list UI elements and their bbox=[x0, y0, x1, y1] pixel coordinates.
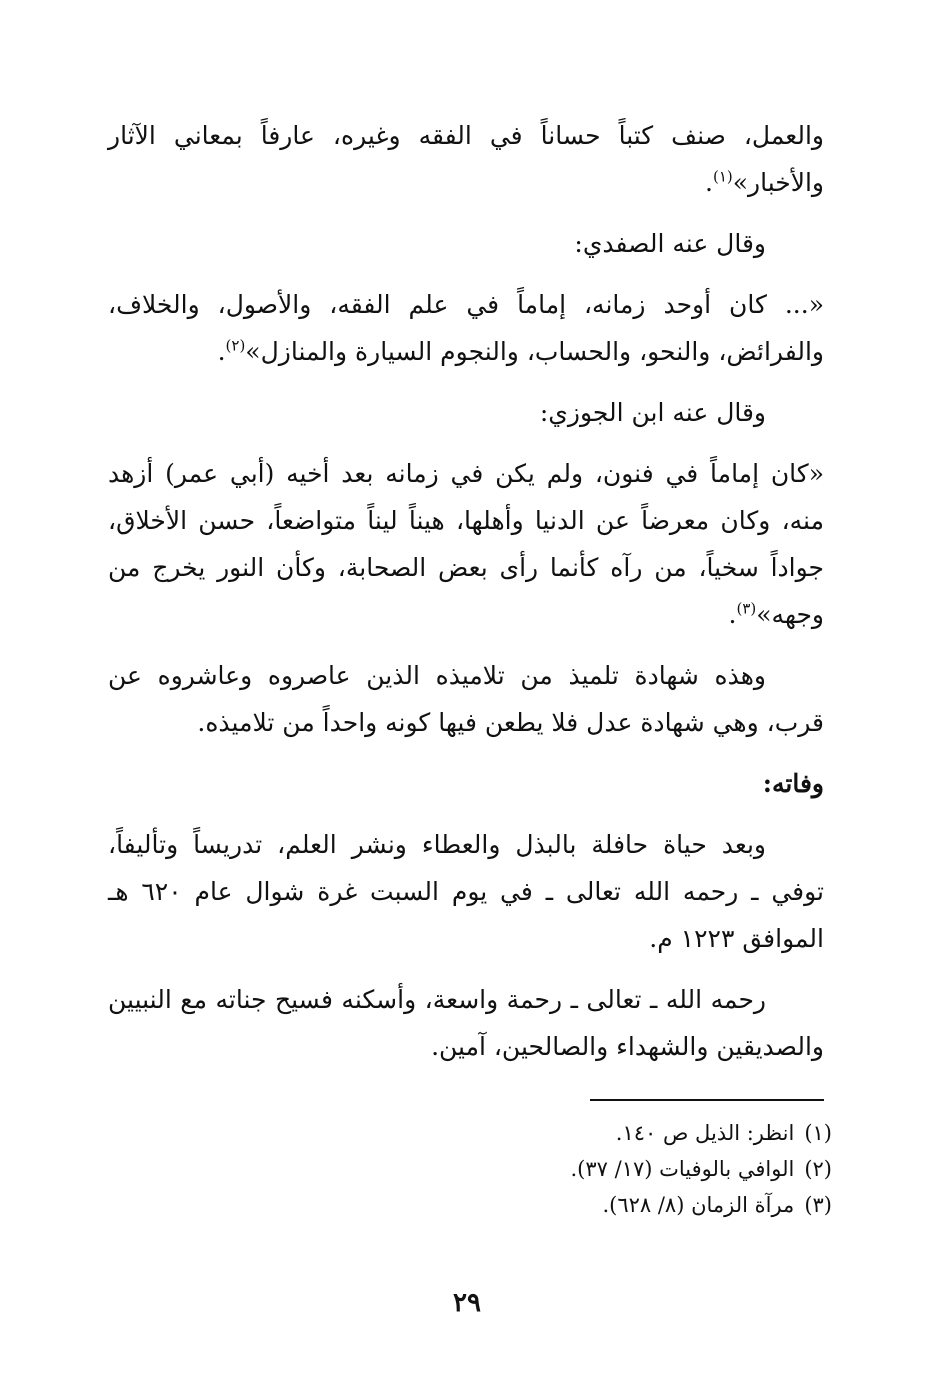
paragraph-prayer: رحمه الله ـ تعالى ـ رحمة واسعة، وأسكنه فسيح جناته مع النبيين والصديقين والشهداء والصالحين، آمين. bbox=[108, 985, 824, 1061]
quote-text: «... كان أوحد زمانه، إماماً في علم الفقه، والأصول، والخلاف، والفرائض، والنحو، والحساب، والنجوم السيارة والمنازل» bbox=[108, 290, 824, 366]
page-number: ٢٩ bbox=[453, 1288, 481, 1318]
paragraph-end: . bbox=[728, 600, 737, 629]
paragraph-testimony: وهذه شهادة تلميذ من تلاميذه الذين عاصروه وعاشروه عن قرب، وهي شهادة عدل فلا يطعن فيها كونه واحداً من تلاميذه. bbox=[108, 661, 824, 737]
paragraph-biography-end bbox=[108, 112, 824, 206]
footnotes bbox=[132, 1115, 832, 1223]
footnote-separator bbox=[590, 1099, 824, 1101]
paragraph-death: وبعد حياة حافلة بالبذل والعطاء ونشر العلم، تدريساً وتأليفاً، توفي ـ رحمه الله تعالى ـ في يوم السبت غرة شوال عام ٦٢٠ هـ الموافق ١٢٢٣ م. bbox=[108, 830, 824, 953]
footnote-number: (٣) bbox=[804, 1193, 832, 1217]
footnote-marker: (٣) bbox=[736, 599, 757, 618]
footnote-item bbox=[132, 1151, 832, 1187]
page-body bbox=[108, 112, 824, 1084]
quote-safadi bbox=[108, 281, 824, 375]
footnote-number: (٢) bbox=[804, 1157, 832, 1181]
footnote-item bbox=[132, 1115, 832, 1151]
paragraph-end: . bbox=[217, 337, 226, 366]
footnote-marker: (٢) bbox=[225, 336, 246, 355]
paragraph-end: . bbox=[705, 168, 713, 197]
footnote-item bbox=[132, 1187, 832, 1223]
paragraph-text: والعمل، صنف كتباً حساناً في الفقه وغيره، عارفاً بمعاني الآثار والأخبار» bbox=[108, 121, 824, 197]
paragraph-jawzi-intro: وقال عنه ابن الجوزي: bbox=[539, 398, 766, 427]
footnote-text: مرآة الزمان (٨/ ٦٢٨). bbox=[602, 1193, 795, 1217]
paragraph-safadi-intro: وقال عنه الصفدي: bbox=[574, 229, 766, 258]
footnote-number: (١) bbox=[804, 1121, 832, 1145]
quote-jawzi bbox=[108, 450, 824, 638]
quote-text: «كان إماماً في فنون، ولم يكن في زمانه بعد أخيه (أبي عمر) أزهد منه، وكان معرضاً عن الدنيا وأهلها، هيناً ليناً متواضعاً، حسن الأخلاق، جواداً سخياً، من رآه كأنما رأى بعض الصحابة، وكأن النور يخرج من وجهه» bbox=[108, 459, 824, 629]
section-heading-death: وفاته: bbox=[762, 769, 824, 798]
footnote-text: الوافي بالوفيات (١٧/ ٣٧). bbox=[570, 1157, 795, 1181]
footnote-marker: (١) bbox=[712, 167, 733, 186]
footnote-text: انظر: الذيل ص ١٤٠. bbox=[615, 1121, 795, 1145]
